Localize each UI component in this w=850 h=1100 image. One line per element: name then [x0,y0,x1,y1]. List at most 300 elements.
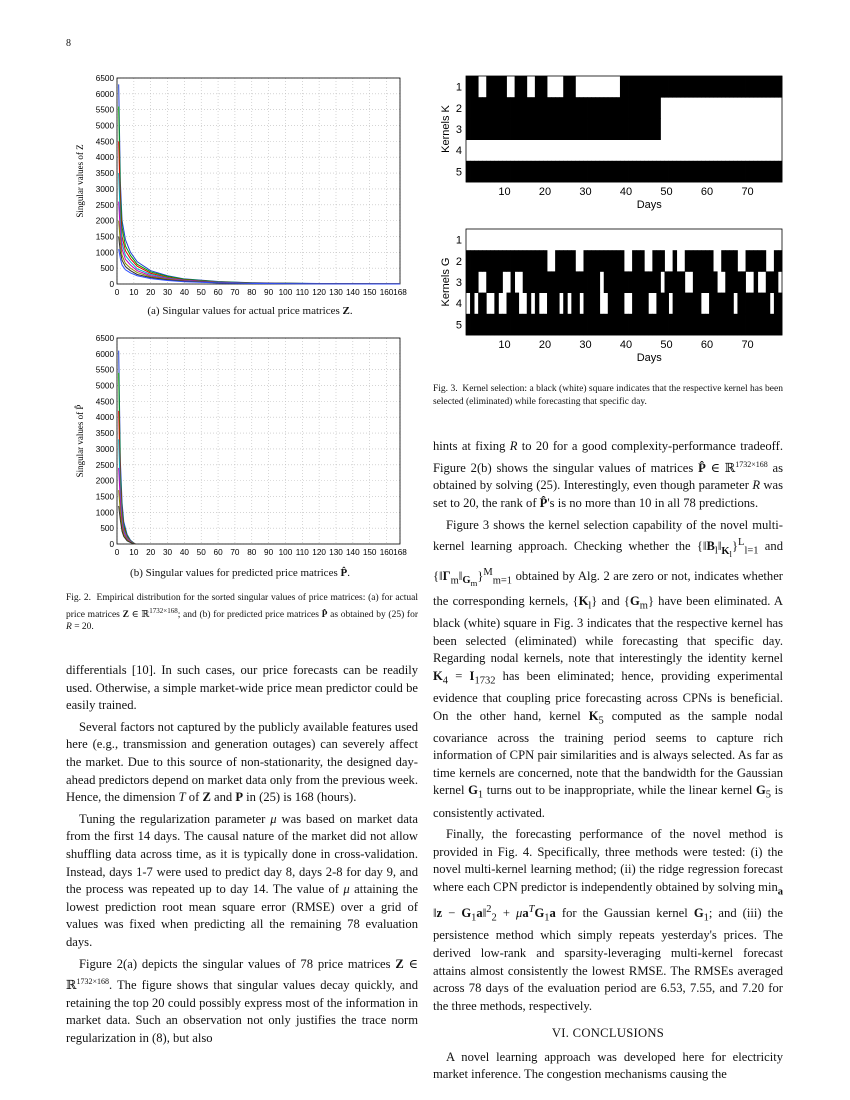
heatmap-cell [596,293,600,315]
y-tick-label: 3500 [95,169,114,179]
left-paragraph-1: differentials [10]. In such cases, our price forecasts can be readily used. Otherwise, a simple market-wide price mean predictor could be easily trained. [66,663,418,713]
heatmap-cell [588,271,592,293]
y-tick-label: 0 [109,540,114,549]
heatmap-cell [486,118,490,140]
x-tick-label: 70 [741,339,754,351]
heatmap-cell [507,118,511,140]
heatmap-cell [636,293,640,315]
heatmap-cell [515,293,519,315]
heatmap-cell [737,293,741,315]
heatmap-cell [515,161,519,183]
heatmap-cell [652,314,656,336]
x-tick-label: 30 [579,339,592,351]
heatmap-cell [656,271,660,293]
x-tick-label: 60 [213,548,223,557]
heatmap-cell [588,161,592,183]
x-tick-label: 130 [329,288,343,297]
heatmap-cell [543,271,547,293]
heatmap-cell [498,271,502,293]
heatmap-cell [608,250,612,272]
x-tick-label: 30 [162,288,173,297]
heatmap-cell [758,250,762,272]
heatmap-cell [709,161,713,183]
heatmap-cell [466,250,470,272]
heatmap-cell [677,271,681,293]
heatmap-cell [770,161,774,183]
x-tick-label: 60 [213,288,223,297]
x-tick-label: 50 [660,186,673,198]
x-tick-label: 10 [498,339,511,351]
heatmap-cell [713,76,717,98]
heatmap-cell [531,271,535,293]
heatmap-cell [656,161,660,183]
heatmap-cell [697,76,701,98]
heatmap-cell [515,314,519,336]
heatmap-cell [559,161,563,183]
heatmap-cell [507,161,511,183]
heatmap-cell [592,271,596,293]
heatmap-cell [494,250,498,272]
heatmap-cell [596,118,600,140]
heatmap-cell [490,161,494,183]
heatmap-cell [490,76,494,98]
heatmap-cell [588,314,592,336]
x-axis-label: Days [636,199,662,211]
heatmap-cell [507,314,511,336]
heatmap-cell [689,293,693,315]
heatmap-cell [774,314,778,336]
heatmap-cell [519,250,523,272]
heatmap-cell [681,161,685,183]
heatmap-cell [640,97,644,119]
heatmap-cell [470,250,474,272]
heatmap-cell [523,250,527,272]
heatmap-cell [470,161,474,183]
figure-3-top [436,70,786,225]
heatmap-cell [673,161,677,183]
heatmap-cell [474,76,478,98]
heatmap-cell [559,97,563,119]
heatmap-cell [741,161,745,183]
y-tick-label: 3000 [95,184,114,194]
heatmap-cell [750,250,754,272]
heatmap-cell [482,118,486,140]
heatmap-cell [770,314,774,336]
fig2b-chart [70,330,410,565]
heatmap-cell [547,97,551,119]
y-tick-label: 3 [455,124,462,136]
heatmap-cell [729,271,733,293]
heatmap-cell [746,76,750,98]
heatmap-cell [717,76,721,98]
heatmap-cell [535,118,539,140]
heatmap-cell [494,76,498,98]
heatmap-cell [705,314,709,336]
heatmap-cell [620,118,624,140]
heatmap-cell [669,76,673,98]
heatmap-cell [774,293,778,315]
heatmap-cell [624,314,628,336]
heatmap-cell [604,250,608,272]
heatmap-cell [632,118,636,140]
heatmap-cell [474,97,478,119]
heatmap-cell [539,161,543,183]
heatmap-cell [604,97,608,119]
y-tick-label: 2000 [95,476,114,486]
heatmap-cell [466,314,470,336]
heatmap-cell [478,97,482,119]
heatmap-cell [583,161,587,183]
heatmap-cell [701,76,705,98]
heatmap-cell [677,314,681,336]
heatmap-cell [656,250,660,272]
heatmap-cell [770,271,774,293]
heatmap-cell [636,76,640,98]
y-tick-label: 1 [455,234,462,247]
heatmap-cell [746,293,750,315]
x-tick-label: 50 [196,288,206,297]
heatmap-cell [620,250,624,272]
heatmap-cell [523,314,527,336]
y-tick-label: 1000 [95,508,114,518]
y-tick-label: 6500 [95,74,114,83]
heatmap-cell [588,293,592,315]
heatmap-cell [482,161,486,183]
heatmap-cell [677,293,681,315]
heatmap-cell [474,118,478,140]
x-tick-label: 100 [278,288,293,297]
y-tick-label: 6500 [95,334,114,343]
heatmap-cell [531,161,535,183]
x-tick-label: 120 [312,548,326,557]
heatmap-cell [575,118,579,140]
heatmap-cell [721,250,725,272]
heatmap-cell [721,161,725,183]
heatmap-cell [515,250,519,272]
heatmap-cell [474,250,478,272]
heatmap-cell [673,314,677,336]
heatmap-cell [486,314,490,336]
heatmap-cell [733,314,737,336]
heatmap-cell [729,314,733,336]
heatmap-cell [612,293,616,315]
heatmap-cell [737,161,741,183]
heatmap-cell [701,271,705,293]
heatmap-cell [616,271,620,293]
heatmap-cell [535,250,539,272]
heatmap-cell [628,161,632,183]
x-tick-label: 168 [393,288,407,297]
heatmap-cell [608,161,612,183]
heatmap-cell [592,293,596,315]
y-tick-label: 6000 [95,349,114,359]
x-tick-label: 70 [741,186,754,198]
heatmap-cell [685,161,689,183]
heatmap-cell [583,118,587,140]
right-paragraph-3: Finally, the forecasting performance of the novel method is provided in Fig. 4. Specifically, three methods were tested: (i) the novel multi-kernel learning method; (ii) the ridge regression forecast where each CPN predictor is independently obtained by solving $\min_a$ ‖z − $G_1a‖^2_2 + \mu a^TG_1a$ for the Gaussian kernel $G_1$; and (iii) the persistence method which simply repeats yesterday's prices. The derived low-rank and sparsity-leveraging multi-kernel forecast attains almost consistently the lowest RMSE. The RMSEs averaged across 78 days of the evaluation period are 6.53, 7.55, and 7.20 for the three methods, respectively. [433,827,784,1013]
x-tick-label: 40 [179,288,189,297]
heatmap-cell [665,314,669,336]
heatmap-cell [628,314,632,336]
heatmap-cell [632,250,636,272]
heatmap-cell [750,293,754,315]
heatmap-cell [758,293,762,315]
heatmap-cell [523,76,527,98]
x-tick-label: 10 [498,186,511,198]
heatmap-cell [575,271,579,293]
heatmap-cell [766,314,770,336]
heatmap-cell [486,271,490,293]
heatmap-cell [648,161,652,183]
heatmap-cell [640,250,644,272]
y-tick-label: 2 [455,255,462,268]
heatmap-cell [531,97,535,119]
heatmap-cell [746,314,750,336]
heatmap-cell [583,97,587,119]
y-tick-label: 5000 [95,121,114,131]
heatmap-cell [608,293,612,315]
heatmap-cell [575,293,579,315]
heatmap-cell [620,97,624,119]
heatmap-cell [527,161,531,183]
heatmap-cell [608,314,612,336]
heatmap-cell [746,161,750,183]
heatmap-cell [648,76,652,98]
x-tick-label: 40 [619,339,633,351]
heatmap-cell [644,271,648,293]
heatmap-cell [624,118,628,140]
heatmap-cell [502,118,506,140]
heatmap-cell [571,250,575,272]
heatmap-cell [583,250,587,272]
heatmap-cell [523,97,527,119]
heatmap-cell [543,314,547,336]
heatmap-cell [490,250,494,272]
x-tick-label: 80 [247,548,257,557]
heatmap-cell [478,161,482,183]
heatmap-cell [551,271,555,293]
heatmap-cell [523,271,527,293]
heatmap-cell [592,118,596,140]
heatmap-cell [555,97,559,119]
heatmap-cell [474,314,478,336]
heatmap-cell [673,293,677,315]
x-tick-label: 110 [295,288,309,297]
heatmap-cell [750,161,754,183]
y-tick-label: 5000 [95,381,114,391]
x-tick-label: 20 [538,186,552,198]
heatmap-cell [648,97,652,119]
heatmap-cell [478,118,482,140]
heatmap-cell [486,250,490,272]
x-tick-label: 20 [146,288,156,297]
heatmap-cell [632,314,636,336]
heatmap-cell [640,293,644,315]
heatmap-cell [669,271,673,293]
heatmap-cell [490,271,494,293]
heatmap-cell [717,314,721,336]
heatmap-cell [693,161,697,183]
heatmap-cell [713,271,717,293]
heatmap-cell [470,118,474,140]
heatmap-cell [697,161,701,183]
heatmap-cell [681,76,685,98]
heatmap-cell [559,118,563,140]
heatmap-cell [616,293,620,315]
heatmap-cell [482,314,486,336]
y-tick-label: 4000 [95,413,114,423]
heatmap-cell [713,161,717,183]
right-paragraph-2: Figure 3 shows the kernel selection capability of the novel multi-kernel learning approach. Checking whether the $\{‖B_l‖_{K_l}\}^L_{l=1}$ and $\{‖\Gamma_m‖_{G_m}\}^M_{m=1}$ obtained by Alg. 2 are zero or not, indicates whether the corresponding kernels, $\{K_l\}$ and $\{G_m\}$ have been eliminated. A black (white) square in Fig. 3 indicates that the respective kernel has been selected (eliminated) while forecasting that specific day. Regarding nodal kernels, note that interestingly the identity kernel $K_4 = I_{1732}$ has been eliminated; hence, providing experimental evidence that coupling price forecasting across CPNs is beneficial. On the other hand, kernel $K_5$ computed as the sample nodal covariance across the training period seems to capture rich information of CPN pair similarities and is always selected. As far as time kernels are concerned, note that the bandwidth for the Gaussian kernel $G_1$ turns out to be inappropriate, while the linear kernel $G_5$ is consistently activated. [433,517,784,820]
heatmap-cell [620,271,624,293]
y-tick-label: 0 [109,280,114,289]
x-tick-label: 30 [162,548,173,557]
heatmap-cell [608,97,612,119]
heatmap-cell [717,161,721,183]
heatmap-cell [644,97,648,119]
heatmap-cell [527,271,531,293]
heatmap-cell [709,76,713,98]
heatmap-cell [693,76,697,98]
heatmap-cell [733,250,737,272]
heatmap-cell [466,271,470,293]
heatmap-cell [640,118,644,140]
y-tick-label: 2000 [95,216,114,226]
heatmap-cell [628,76,632,98]
heatmap-cell [616,161,620,183]
heatmap-cell [494,271,498,293]
heatmap-cell [774,161,778,183]
heatmap-cell [494,314,498,336]
heatmap-cell [596,250,600,272]
heatmap-cell [486,161,490,183]
y-tick-label: 2 [455,102,462,115]
x-axis-label: Days [636,352,662,364]
heatmap-cell [588,118,592,140]
heatmap-cell [717,293,721,315]
heatmap-cell [583,293,587,315]
heatmap-cell [774,76,778,98]
heatmap-cell [608,271,612,293]
heatmap-cell [741,314,745,336]
heatmap-cell [466,97,470,119]
heatmap-cell [486,97,490,119]
heatmap-cell [588,97,592,119]
y-tick-label: 2500 [95,460,114,470]
heatmap-cell [547,271,551,293]
y-axis-label: Singular values of P̂ [75,404,85,478]
heatmap-cell [725,293,729,315]
heatmap-cell [677,76,681,98]
heatmap-cell [681,314,685,336]
heatmap-cell [673,76,677,98]
heatmap-cell [547,314,551,336]
heatmap-cell [754,271,758,293]
heatmap-cell [758,314,762,336]
heatmap-cell [725,250,729,272]
heatmap-cell [511,293,515,315]
heatmap-cell [656,76,660,98]
heatmap-cell [660,293,664,315]
x-tick-label: 168 [393,548,407,557]
heatmap-cell [628,118,632,140]
heatmap-cell [624,271,628,293]
figure-2b [70,330,410,570]
heatmap-cell [709,250,713,272]
heatmap-cell [535,314,539,336]
heatmap-cell [733,76,737,98]
heatmap-cell [669,161,673,183]
heatmap-cell [754,76,758,98]
heatmap-cell [571,97,575,119]
heatmap-cell [551,161,555,183]
heatmap-cell [571,161,575,183]
heatmap-cell [754,161,758,183]
heatmap-cell [551,314,555,336]
y-tick-label: 1500 [95,232,114,242]
series-line [119,107,400,284]
y-tick-label: 3 [455,277,462,289]
y-tick-label: 4000 [95,153,114,163]
heatmap-cell [567,314,571,336]
heatmap-cell [482,293,486,315]
heatmap-cell [555,293,559,315]
heatmap-cell [693,271,697,293]
heatmap-cell [697,271,701,293]
heatmap-cell [596,161,600,183]
x-tick-label: 0 [114,548,120,557]
fig3-bottom-chart [436,223,786,373]
heatmap-cell [470,271,474,293]
x-tick-label: 40 [619,186,633,198]
heatmap-cell [644,118,648,140]
heatmap-cell [600,314,604,336]
heatmap-cell [555,271,559,293]
heatmap-cell [498,97,502,119]
heatmap-cell [656,293,660,315]
figure-2a [70,70,410,310]
heatmap-cell [543,76,547,98]
heatmap-cell [693,250,697,272]
heatmap-cell [470,97,474,119]
heatmap-cell [604,161,608,183]
heatmap-cell [600,161,604,183]
heatmap-cell [774,250,778,272]
heatmap-cell [498,161,502,183]
heatmap-cell [685,314,689,336]
fig2a-chart [70,70,410,305]
heatmap-cell [737,271,741,293]
heatmap-cell [628,97,632,119]
heatmap-cell [733,161,737,183]
heatmap-cell [502,76,506,98]
left-paragraph-2: Several factors not captured by the publicly available features used here (e.g., transmission and generation outages) can severely affect the market. Due to this source of non-stationarity, the designed day-ahead predictors depend on market data only from the previous week. Hence, the dimension T of Z and P in (25) is 168 (hours). [66,719,418,805]
heatmap-cell [579,161,583,183]
heatmap-cell [665,271,669,293]
heatmap-cell [466,161,470,183]
heatmap-cell [494,118,498,140]
heatmap-cell [511,250,515,272]
y-tick-label: 4 [455,298,462,311]
heatmap-cell [511,161,515,183]
heatmap-cell [535,271,539,293]
heatmap-cell [721,76,725,98]
y-tick-label: 500 [100,524,114,534]
fig2-caption: Fig. 2. Empirical distribution for the sorted singular values of price matrices: (a) for actual price matrices Z ∈ ℝ$^{1732\times 168}$; and (b) for predicted price matrices P̂ as obtained by (25) for R = 20. [66,593,419,633]
heatmap-cell [535,76,539,98]
heatmap-cell [612,118,616,140]
heatmap-cell [689,76,693,98]
